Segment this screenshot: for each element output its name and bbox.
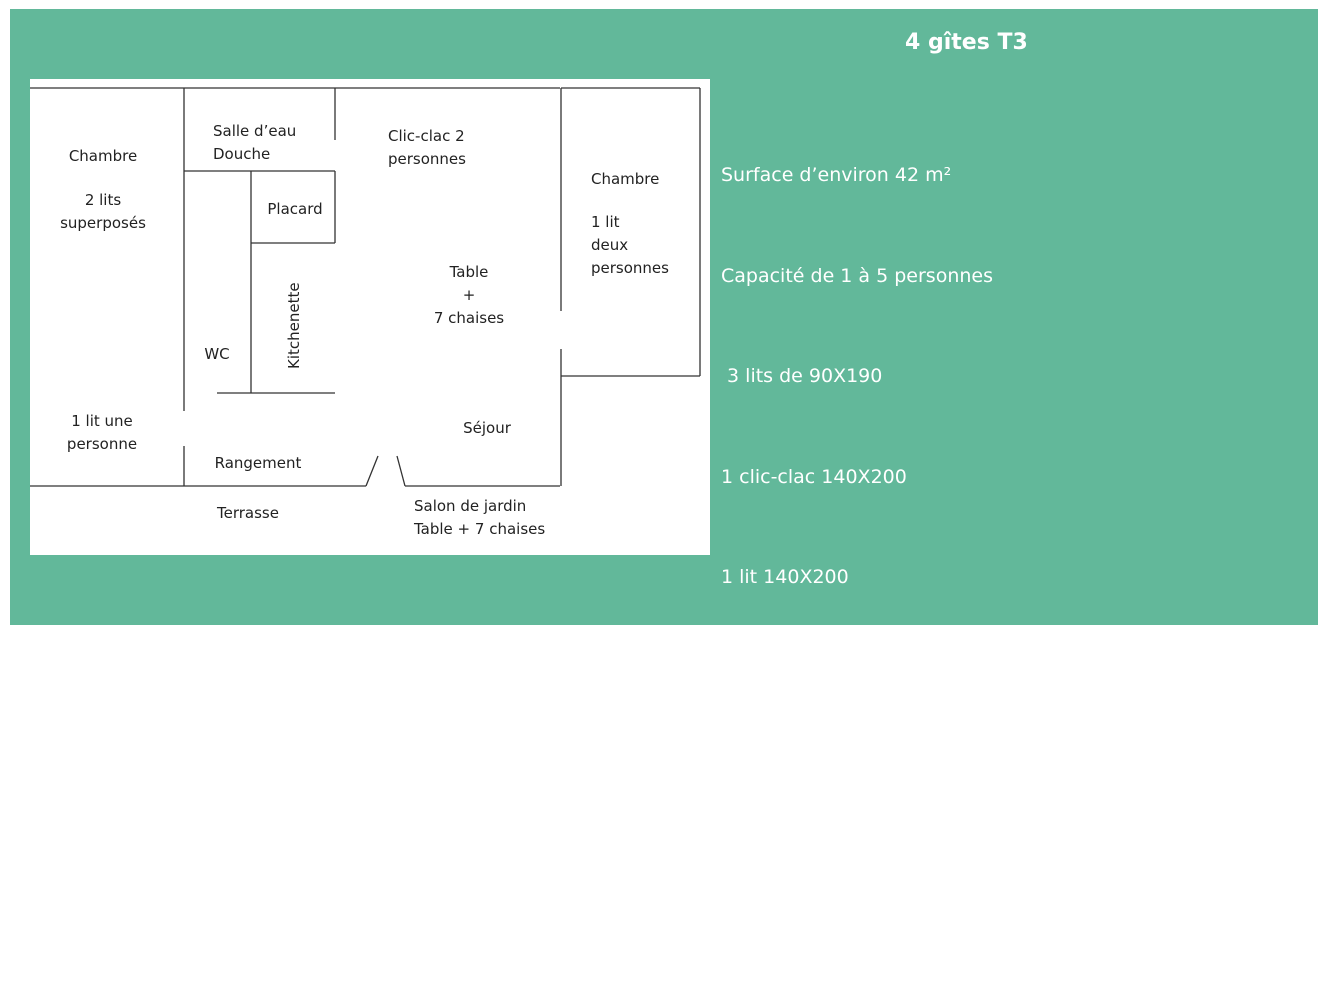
- floor-plan-drawing: [30, 79, 710, 555]
- label-chambre-left: Chambre: [68, 147, 138, 165]
- floor-plan: [30, 79, 710, 555]
- spec-bed-140: 1 lit 140X200: [721, 566, 849, 588]
- equipment-list: [721, 701, 1311, 950]
- label-salle-deau: Salle d’eau: [213, 122, 297, 140]
- label-salon-de-jardin: Salon de jardin: [414, 497, 527, 515]
- spec-beds-90: 3 lits de 90X190: [721, 365, 883, 387]
- label-table-1: Table: [449, 263, 489, 281]
- label-lit-une-1: 1 lit une: [71, 412, 133, 430]
- info-column: [721, 92, 1311, 984]
- label-chambre-right: Chambre: [591, 170, 660, 188]
- label-lits-left-2: superposés: [60, 214, 146, 232]
- label-lit-right-1: 1 lit: [591, 213, 620, 231]
- equipment-item: • Matériel pour entretien, séchoir, radiateurs électriques: [765, 843, 1311, 914]
- spec-clicclac: 1 clic-clac 140X200: [721, 465, 907, 488]
- label-lit-une-2: personne: [66, 435, 138, 453]
- specs-list: [721, 92, 1311, 662]
- equipment-note: (supplément parure de draps 6 € par lit): [774, 954, 1188, 979]
- label-table-3: 7 chaises: [433, 309, 505, 327]
- label-douche: Douche: [213, 145, 271, 163]
- spec-surface: Surface d’environ 42 m²: [721, 164, 952, 186]
- label-clicclac-2: personnes: [388, 150, 466, 168]
- equipment-item: • Plaque électrique, micro onde, vaisselle minimum fournie,: [765, 737, 1311, 808]
- label-rangement: Rangement: [214, 454, 302, 472]
- equipment-item: • Parasol, salon de jardin (en fonction de la saison): [765, 808, 1311, 844]
- label-salon-table: Table + 7 chaises: [414, 520, 546, 538]
- label-placard: Placard: [267, 200, 323, 218]
- label-kitchenette: Kitchenette: [285, 282, 303, 369]
- spec-capacity: Capacité de 1 à 5 personnes: [721, 264, 994, 287]
- label-lit-right-2: deux: [591, 236, 629, 254]
- equipment-heading: Les gîtes sont équipés de :: [721, 671, 996, 696]
- label-terrasse: Terrasse: [217, 504, 279, 522]
- label-lits-left-1: 2 lits: [84, 191, 122, 209]
- label-lit-right-3: personnes: [591, 259, 669, 277]
- label-table-2: +: [462, 286, 476, 304]
- equipment-item: • Oreillers, alèses, couvertures: [765, 914, 1311, 950]
- label-wc: WC: [204, 345, 230, 363]
- room-labels: [60, 122, 669, 538]
- page-title: 4 gîtes T3: [905, 30, 1028, 55]
- equipment-item: • Cafetière, réfrigérateur avec congélateur: [765, 701, 1311, 737]
- label-sejour: Séjour: [463, 419, 511, 437]
- label-clicclac-1: Clic-clac 2: [388, 127, 465, 145]
